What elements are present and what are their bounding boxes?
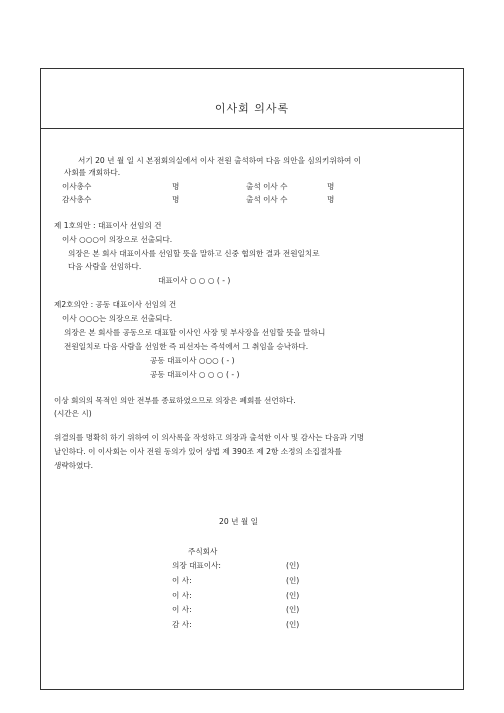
director-attend-label: 출석 이사 수 bbox=[246, 182, 288, 191]
date-line: 20 년 월 일 bbox=[219, 517, 258, 526]
seal-mark-auditor: (인) bbox=[286, 620, 300, 629]
agenda2-line-3: 전원일치로 다음 사람을 선임한 즉 피선자는 즉석에서 그 취임을 승낙하다. bbox=[64, 342, 309, 351]
signature-role-director-2: 이 사: bbox=[172, 591, 192, 600]
agenda1-line-2: 의장은 본 회사 대표이사를 선임할 뜻을 말하고 신중 협의한 결과 전원일치로 bbox=[68, 249, 320, 258]
director-attend-unit: 명 bbox=[327, 182, 335, 191]
intro-line-2: 사회를 개회하다. bbox=[64, 168, 121, 177]
auditor-attend-unit: 명 bbox=[327, 195, 335, 204]
auditor-total-unit: 명 bbox=[172, 195, 180, 204]
agenda2-line-2: 의장은 본 회사를 공동으로 대표할 이사인 사장 및 부사장을 선임할 뜻을 말하니 bbox=[64, 328, 326, 337]
seal-mark-director-3: (인) bbox=[286, 605, 300, 614]
agenda1-appointee: 대표이사 ○ ○ ○ ( - ) bbox=[158, 276, 231, 285]
agenda2-appointee-1: 공동 대표이사 ○○○ ( - ) bbox=[150, 356, 235, 365]
statement-line-3: 생략하였다. bbox=[54, 461, 94, 470]
signature-role-director-3: 이 사: bbox=[172, 605, 192, 614]
document-title: 이사회 의사록 bbox=[214, 102, 290, 115]
auditor-attend-label: 출석 이사 수 bbox=[246, 195, 288, 204]
statement-line-1: 위결의를 명확히 하기 위하여 이 의사록을 작성하고 의장과 출석한 이사 및 감사는 다음과 기명 bbox=[54, 433, 365, 442]
agenda1-line-3: 다음 사람을 선임하다. bbox=[68, 262, 142, 271]
signature-role-director-1: 이 사: bbox=[172, 576, 192, 585]
signature-role-chair: 의장 대표이사: bbox=[172, 561, 221, 570]
seal-mark-director-1: (인) bbox=[286, 576, 300, 585]
statement-line-2: 날인하다. 이 이사회는 이사 전원 동의가 있어 상법 제 390조 제 2항 소정의 소집절차를 bbox=[54, 447, 342, 456]
director-total-unit: 명 bbox=[172, 182, 180, 191]
seal-mark-director-2: (인) bbox=[286, 591, 300, 600]
company-label: 주식회사 bbox=[188, 547, 218, 556]
agenda2-appointee-2: 공동 대표이사 ○ ○ ○ ( - ) bbox=[150, 370, 240, 379]
agenda1-heading: 제 1호의안 : 대표이사 선임의 건 bbox=[54, 221, 162, 230]
agenda2-line-1: 이사 ○○○는 의장으로 선출되다. bbox=[62, 314, 173, 323]
agenda1-line-1: 이사 ○○○이 의장으로 선출되다. bbox=[62, 235, 173, 244]
title-area bbox=[41, 69, 463, 129]
signature-role-auditor: 감 사: bbox=[172, 620, 192, 629]
closing-line-2: (시간은 시) bbox=[54, 409, 92, 418]
director-total-label: 이사총수 bbox=[62, 182, 92, 191]
agenda2-heading: 제2호의안 : 공동 대표이사 선임의 건 bbox=[54, 300, 177, 309]
seal-mark-chair: (인) bbox=[286, 561, 300, 570]
closing-line-1: 이상 회의의 목적인 의안 전부를 종료하였으므로 의장은 폐회를 선언하다. bbox=[54, 396, 296, 405]
intro-line-1: 서기 20 년 월 일 시 본점회의실에서 이사 전원 출석하여 다음 의안을 심의키위하여 이 bbox=[78, 156, 362, 165]
auditor-total-label: 감사총수 bbox=[62, 195, 92, 204]
